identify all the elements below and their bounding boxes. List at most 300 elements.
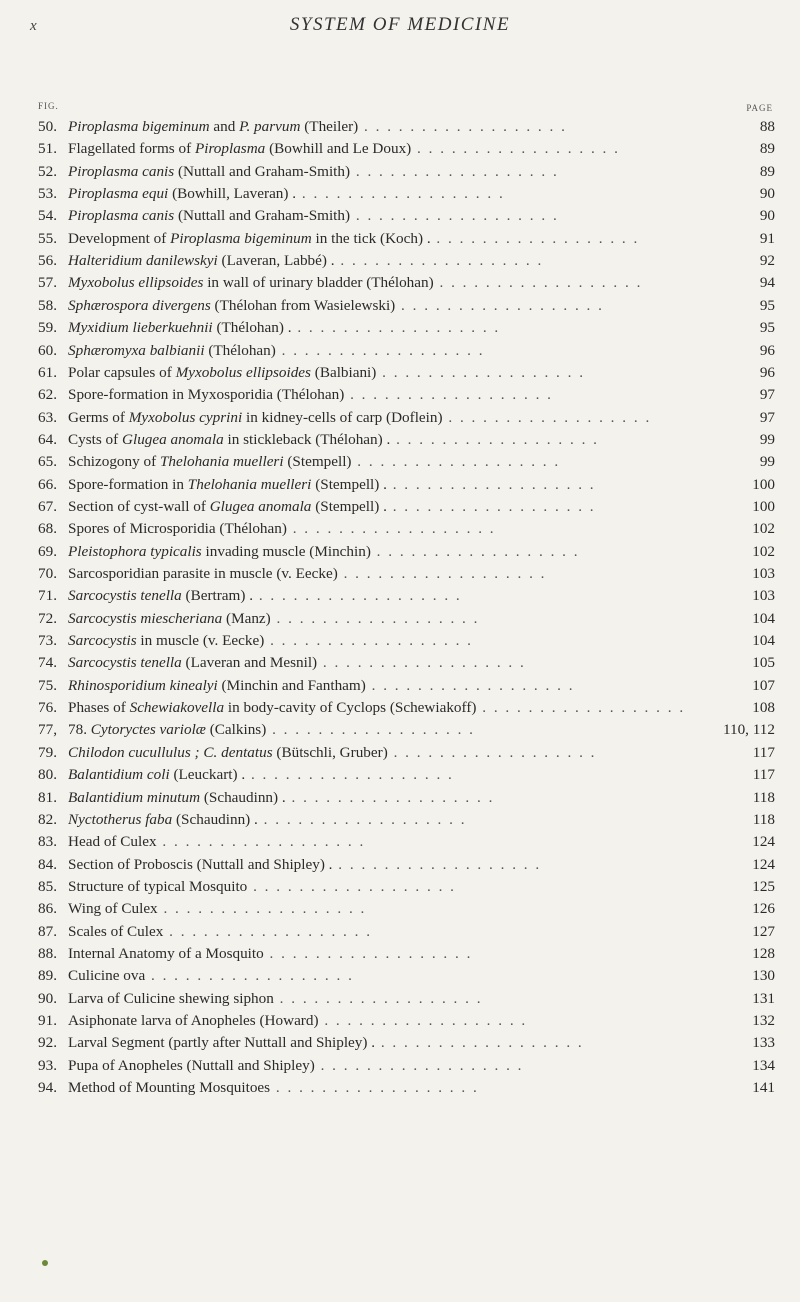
column-heading-fig: FIG. [38, 101, 59, 111]
list-item [0, 1056, 800, 1076]
figure-number: 89. [38, 967, 57, 985]
title-text: Pupa of Anopheles (Nuttall and Shipley) [68, 1056, 315, 1074]
italic-name: Glugea anomala [122, 430, 224, 448]
dot-leaders: . . . . . . . . . . . . . . . . . . [291, 319, 501, 337]
list-item [0, 162, 800, 182]
title-text: Phases of [68, 699, 130, 717]
figure-title [68, 966, 730, 986]
figure-number: 67. [38, 497, 57, 515]
page-ref: 108 [752, 699, 775, 717]
dot-leaders: . . . . . . . . . . . . . . . . . . [337, 565, 547, 582]
title-text: (Calkins) [205, 721, 267, 739]
dot-leaders: . . . . . . . . . . . . . . . . . . [285, 788, 495, 806]
italic-name: Sarcocystis [68, 632, 137, 650]
figure-number: 61. [38, 363, 57, 381]
figure-title [68, 408, 730, 428]
page-ref: 131 [752, 989, 775, 1007]
page-ref: 97 [759, 408, 775, 426]
figure-number: 55. [38, 229, 57, 247]
figure-title [68, 162, 730, 182]
figure-number: 70. [38, 565, 57, 582]
figure-title [68, 877, 730, 897]
title-text: Spores of Microsporidia (Thélohan) [68, 520, 287, 538]
list-item [0, 452, 800, 472]
dot-leaders: . . . . . . . . . . . . . . . . . . [275, 341, 485, 359]
figure-title [68, 810, 730, 830]
figure-number: 56. [38, 252, 57, 270]
figure-number: 69. [38, 542, 57, 560]
title-text: (Thélohan) [204, 341, 276, 359]
title-text: in the tick (Koch) . [311, 229, 431, 247]
list-item [0, 586, 800, 606]
list-item [0, 296, 800, 316]
title-text: in muscle (v. Eecke) [136, 632, 265, 650]
title-text: (Minchin and Fantham) [217, 676, 366, 694]
title-text: (Stempell) . [311, 497, 387, 515]
figure-title [68, 631, 730, 651]
figure-title [68, 1056, 730, 1076]
title-text: (Stempell) . [311, 475, 387, 493]
figure-title [68, 385, 730, 405]
figure-number: 68. [38, 520, 57, 538]
title-text: Internal Anatomy of a Mosquito [68, 944, 264, 962]
italic-name: Sphæromyxa balbianii [68, 341, 205, 359]
list-item [0, 609, 800, 629]
title-text: Schizogony of [68, 453, 160, 471]
page-ref: 104 [752, 632, 775, 650]
figure-number: 84. [38, 855, 57, 873]
page-ref: 128 [752, 944, 775, 962]
dot-leaders: . . . . . . . . . . . . . . . . . . [318, 1012, 528, 1029]
page-ref: 88 [759, 118, 775, 135]
figure-number: 66. [38, 475, 57, 493]
title-text: (Balbiani) [310, 363, 377, 381]
list-item [0, 430, 800, 450]
page-ref: 95 [759, 319, 775, 337]
page-ref: 118 [752, 788, 775, 806]
dot-leaders: . . . . . . . . . . . . . . . . . . [390, 430, 599, 448]
list-item [0, 922, 800, 942]
list-item [0, 1011, 800, 1031]
figure-title [68, 341, 730, 361]
figure-number: 71. [38, 587, 57, 605]
title-text: Structure of typical Mosquito [68, 877, 248, 895]
title-text: (Stempell) [283, 453, 352, 471]
title-text: (Leuckart) . [169, 766, 246, 784]
list-item [0, 877, 800, 897]
dot-leaders: . . . . . . . . . . . . . . . . . . [270, 1079, 479, 1097]
figure-number: 75. [38, 676, 57, 694]
page-ref: 126 [752, 900, 775, 918]
figure-number: 77, [38, 721, 57, 739]
italic-name: Sarcocystis tenella [68, 587, 182, 605]
dot-leaders: . . . . . . . . . . . . . . . . . . [296, 185, 505, 203]
title-text: (Bertram) . [181, 587, 254, 605]
list-item [0, 966, 800, 986]
italic-name: Cytoryctes variolæ [90, 721, 206, 739]
dot-leaders: . . . . . . . . . . . . . . . . . . [332, 855, 542, 873]
page-ref: 124 [752, 855, 775, 873]
list-item [0, 363, 800, 383]
list-item [0, 408, 800, 428]
dot-leaders: . . . . . . . . . . . . . . . . . . [314, 1056, 524, 1074]
title-text: (Bütschli, Gruber) [272, 743, 388, 761]
list-item [0, 385, 800, 405]
list-item [0, 989, 800, 1009]
italic-name: Nyctotherus faba [68, 810, 173, 828]
page-ref: 134 [752, 1056, 775, 1074]
title-text: Development of [68, 229, 171, 247]
figure-title [68, 519, 730, 539]
italic-name: Myxobolus cyprini [128, 408, 243, 426]
italic-name: Rhinosporidium kinealyi [68, 676, 218, 694]
dot-leaders: . . . . . . . . . . . . . . . . . . [163, 922, 373, 940]
list-item [0, 229, 800, 249]
dot-leaders: . . . . . . . . . . . . . . . . . . [442, 408, 652, 426]
title-text: Section of Proboscis (Nuttall and Shipley) . [68, 855, 333, 873]
dot-leaders: . . . . . . . . . . . . . . . . . . [433, 274, 643, 292]
title-text: (Nuttall and Graham-Smith) [174, 207, 351, 225]
italic-name: Thelohania muelleri [159, 453, 284, 471]
page-ref: 110, 112 [722, 721, 775, 739]
figure-title [68, 497, 730, 517]
page-ref: 89 [759, 162, 775, 180]
page-ref: 96 [759, 363, 775, 381]
page-ref: 99 [759, 453, 775, 471]
page-ref: 125 [752, 877, 775, 895]
list-item [0, 676, 800, 696]
figure-title [68, 1033, 730, 1053]
list-item [0, 1078, 800, 1098]
italic-name: P. parvum [239, 118, 301, 135]
list-item [0, 698, 800, 718]
figure-title [68, 475, 730, 495]
page-ref: 90 [759, 185, 775, 203]
dot-leaders: . . . . . . . . . . . . . . . . . . [370, 542, 580, 560]
dot-leaders: . . . . . . . . . . . . . . . . . . [350, 162, 559, 180]
page-ref: 100 [752, 497, 775, 515]
italic-name: Piroplasma canis [68, 162, 175, 180]
title-text: Germs of [68, 408, 129, 426]
title-text: Sarcosporidian parasite in muscle (v. Eecke) [68, 565, 338, 582]
dot-leaders: . . . . . . . . . . . . . . . . . . [430, 229, 640, 247]
dot-leaders: . . . . . . . . . . . . . . . . . . [253, 587, 462, 605]
list-item [0, 497, 800, 517]
figure-title [68, 1011, 730, 1031]
figure-number: 87. [38, 922, 57, 940]
list-item [0, 855, 800, 875]
list-item [0, 944, 800, 964]
figure-title [68, 698, 730, 718]
title-text: Section of cyst-wall of [68, 497, 210, 515]
dot-leaders: . . . . . . . . . . . . . . . . . . [387, 743, 597, 761]
italic-name: Piroplasma bigeminum [170, 229, 312, 247]
dot-leaders: . . . . . . . . . . . . . . . . . . [245, 766, 454, 784]
italic-name: Piroplasma equi [68, 185, 169, 203]
dot-leaders: . . . . . . . . . . . . . . . . . . [270, 609, 480, 627]
dot-leaders: . . . . . . . . . . . . . . . . . . [376, 363, 586, 381]
figure-number: 85. [38, 877, 57, 895]
list-item [0, 788, 800, 808]
column-heading-page: PAGE [746, 103, 773, 113]
italic-name: Myxidium lieberkuehnii [68, 319, 213, 337]
figure-title [68, 989, 730, 1009]
title-text: (Laveran, Labbé) . [217, 252, 335, 270]
dot-leaders: . . . . . . . . . . . . . . . . . . [145, 967, 354, 985]
title-text: Culicine ova [68, 967, 146, 985]
title-text: in body-cavity of Cyclops (Schewiakoff) [224, 699, 477, 717]
page-ref: 130 [752, 967, 775, 985]
list-item [0, 519, 800, 539]
dot-leaders: . . . . . . . . . . . . . . . . . . [375, 1034, 584, 1052]
figure-title [68, 564, 730, 584]
figure-title [68, 720, 730, 740]
dot-leaders: . . . . . . . . . . . . . . . . . . [273, 989, 483, 1007]
italic-name: Myxobolus ellipsoides [175, 363, 311, 381]
page-ref: 96 [759, 341, 775, 359]
page-ref: 103 [752, 587, 775, 605]
title-text: Head of Culex [68, 833, 157, 851]
dot-leaders: . . . . . . . . . . . . . . . . . . [286, 520, 496, 538]
figure-number: 64. [38, 430, 57, 448]
figure-title [68, 139, 730, 159]
figure-title [68, 788, 730, 808]
page-ref: 124 [752, 833, 775, 851]
italic-name: Piroplasma bigeminum [68, 118, 210, 135]
dot-leaders: . . . . . . . . . . . . . . . . . . [317, 654, 526, 672]
italic-name: Pleistophora typicalis [68, 542, 202, 560]
list-item [0, 542, 800, 562]
list-item [0, 743, 800, 763]
list-item [0, 899, 800, 919]
figure-title [68, 676, 730, 696]
running-head: SYSTEM OF MEDICINE [289, 14, 511, 35]
dot-leaders: . . . . . . . . . . . . . . . . . . [386, 475, 596, 493]
italic-name: Myxobolus ellipsoides [68, 274, 204, 292]
title-text: Asiphonate larva of Anopheles (Howard) [68, 1012, 319, 1029]
italic-name: Glugea anomala [209, 497, 312, 515]
figure-title [68, 855, 730, 875]
list-item [0, 631, 800, 651]
dot-leaders: . . . . . . . . . . . . . . . . . . [411, 140, 620, 158]
figure-number: 58. [38, 296, 57, 314]
title-text: (Bowhill and Le Doux) [265, 140, 412, 158]
title-text: (Theiler) [300, 118, 359, 135]
title-text: in wall of urinary bladder (Thélohan) [203, 274, 434, 292]
page-ref: 117 [752, 766, 775, 784]
italic-name: Chilodon cucullulus ; C. dentatus [68, 743, 273, 761]
figure-number: 80. [38, 766, 57, 784]
page-ref: 100 [752, 475, 775, 493]
page-number: x [30, 18, 37, 34]
list-item [0, 810, 800, 830]
page-ref: 133 [752, 1034, 775, 1052]
title-text: Flagellated forms of [68, 140, 195, 158]
figure-number: 92. [38, 1034, 57, 1052]
italic-name: Schewiakovella [129, 699, 225, 717]
dot-leaders: . . . . . . . . . . . . . . . . . . [365, 676, 575, 694]
title-text: Larval Segment (partly after Nuttall and Shipley) . [68, 1034, 376, 1052]
figure-number: 59. [38, 319, 57, 337]
dot-leaders: . . . . . . . . . . . . . . . . . . [157, 900, 367, 918]
figure-number: 91. [38, 1012, 57, 1029]
title-text: invading muscle (Minchin) [201, 542, 371, 560]
figure-number: 94. [38, 1079, 57, 1097]
dot-leaders: . . . . . . . . . . . . . . . . . . [334, 252, 544, 270]
page-ref: 89 [759, 140, 775, 158]
italic-name: Piroplasma canis [68, 207, 175, 225]
figure-number: 88. [38, 944, 57, 962]
figure-number: 81. [38, 788, 57, 806]
italic-name: Piroplasma [194, 140, 266, 158]
title-text: (Thélohan) . [212, 319, 292, 337]
page-ref: 94 [759, 274, 775, 292]
italic-name: Halteridium danilewskyi [68, 252, 218, 270]
title-text: and [209, 118, 240, 135]
title-text: Polar capsules of [68, 363, 176, 381]
figure-number: 57. [38, 274, 57, 292]
figure-title [68, 832, 730, 852]
page-ref: 105 [752, 654, 775, 672]
page-ref: 107 [752, 676, 775, 694]
figure-title [68, 206, 730, 226]
page-ref: 99 [759, 430, 775, 448]
title-text: in kidney-cells of carp (Doflein) [242, 408, 443, 426]
dot-leaders: . . . . . . . . . . . . . . . . . . [476, 699, 686, 717]
dot-leaders: . . . . . . . . . . . . . . . . . . [350, 207, 559, 225]
italic-name: Sphærospora divergens [68, 296, 211, 314]
title-text: 78. [68, 721, 91, 739]
figure-title [68, 609, 730, 629]
figure-title [68, 251, 730, 271]
figure-number: 76. [38, 699, 57, 717]
title-text: Larva of Culicine shewing siphon [68, 989, 274, 1007]
list-item [0, 273, 800, 293]
dot-leaders: . . . . . . . . . . . . . . . . . . [257, 810, 467, 828]
title-text: (Thélohan from Wasielewski) [210, 296, 396, 314]
dot-leaders: . . . . . . . . . . . . . . . . . . [351, 453, 561, 471]
list-item [0, 341, 800, 361]
margin-dot [42, 1260, 48, 1266]
page-ref: 95 [759, 296, 775, 314]
list-item [0, 206, 800, 226]
figure-title [68, 653, 730, 673]
figure-number: 79. [38, 743, 57, 761]
page-ref: 127 [752, 922, 775, 940]
figure-number: 50. [38, 118, 57, 135]
italic-name: Sarcocystis tenella [68, 654, 182, 672]
list-item [0, 720, 800, 740]
figure-number: 82. [38, 810, 57, 828]
figure-title [68, 318, 730, 338]
figure-number: 51. [38, 140, 57, 158]
figure-number: 62. [38, 386, 57, 404]
page-ref: 102 [752, 520, 775, 538]
title-text: (Laveran and Mesnil) [181, 654, 318, 672]
figure-title [68, 1078, 730, 1098]
page-ref: 104 [752, 609, 775, 627]
italic-name: Thelohania muelleri [187, 475, 312, 493]
page-ref: 91 [759, 229, 775, 247]
title-text: Cysts of [68, 430, 123, 448]
title-text: (Schaudinn) . [172, 810, 258, 828]
figure-number: 86. [38, 900, 57, 918]
title-text: (Schaudinn) . [200, 788, 286, 806]
list-item [0, 475, 800, 495]
figure-number: 90. [38, 989, 57, 1007]
figure-title [68, 452, 730, 472]
list-item [0, 765, 800, 785]
dot-leaders: . . . . . . . . . . . . . . . . . . [386, 497, 596, 515]
page-ref: 97 [759, 386, 775, 404]
figure-title [68, 743, 730, 763]
dot-leaders: . . . . . . . . . . . . . . . . . . [264, 632, 473, 650]
italic-name: Balantidium minutum [68, 788, 201, 806]
dot-leaders: . . . . . . . . . . . . . . . . . . [395, 296, 604, 314]
figure-number: 54. [38, 207, 57, 225]
figure-number: 53. [38, 185, 57, 203]
list-item [0, 117, 800, 137]
figure-title [68, 899, 730, 919]
figure-number: 83. [38, 833, 57, 851]
list-item [0, 318, 800, 338]
figure-number: 72. [38, 609, 57, 627]
figure-number: 52. [38, 162, 57, 180]
dot-leaders: . . . . . . . . . . . . . . . . . . [266, 721, 475, 739]
title-text: (Nuttall and Graham-Smith) [174, 162, 351, 180]
page-ref: 118 [752, 810, 775, 828]
figure-title [68, 229, 730, 249]
page-ref: 92 [759, 252, 775, 270]
title-text: Wing of Culex [68, 900, 158, 918]
list-item [0, 653, 800, 673]
page-ref: 90 [759, 207, 775, 225]
figure-title [68, 922, 730, 942]
page-ref: 102 [752, 542, 775, 560]
title-text: (Bowhill, Laveran) . [168, 185, 297, 203]
figure-number: 60. [38, 341, 57, 359]
figure-title [68, 273, 730, 293]
title-text: Scales of Culex [68, 922, 164, 940]
list-item [0, 184, 800, 204]
page-ref: 117 [752, 743, 775, 761]
page-ref: 103 [752, 565, 775, 582]
figure-title [68, 117, 730, 137]
figure-title [68, 363, 730, 383]
figure-title [68, 765, 730, 785]
dot-leaders: . . . . . . . . . . . . . . . . . . [156, 833, 366, 851]
figure-number: 73. [38, 632, 57, 650]
figure-number: 93. [38, 1056, 57, 1074]
figure-number: 63. [38, 408, 57, 426]
page-ref: 132 [752, 1012, 775, 1029]
list-item [0, 832, 800, 852]
list-item [0, 564, 800, 584]
title-text: (Manz) [222, 609, 271, 627]
figure-number: 74. [38, 654, 57, 672]
figure-title [68, 944, 730, 964]
title-text: in stickleback (Thélohan) . [223, 430, 391, 448]
figure-title [68, 296, 730, 316]
figure-title [68, 586, 730, 606]
list-item [0, 139, 800, 159]
dot-leaders: . . . . . . . . . . . . . . . . . . [358, 118, 567, 135]
figure-number: 65. [38, 453, 57, 471]
dot-leaders: . . . . . . . . . . . . . . . . . . [247, 877, 456, 895]
title-text: Spore-formation in [68, 475, 188, 493]
figure-title [68, 542, 730, 562]
list-item [0, 251, 800, 271]
